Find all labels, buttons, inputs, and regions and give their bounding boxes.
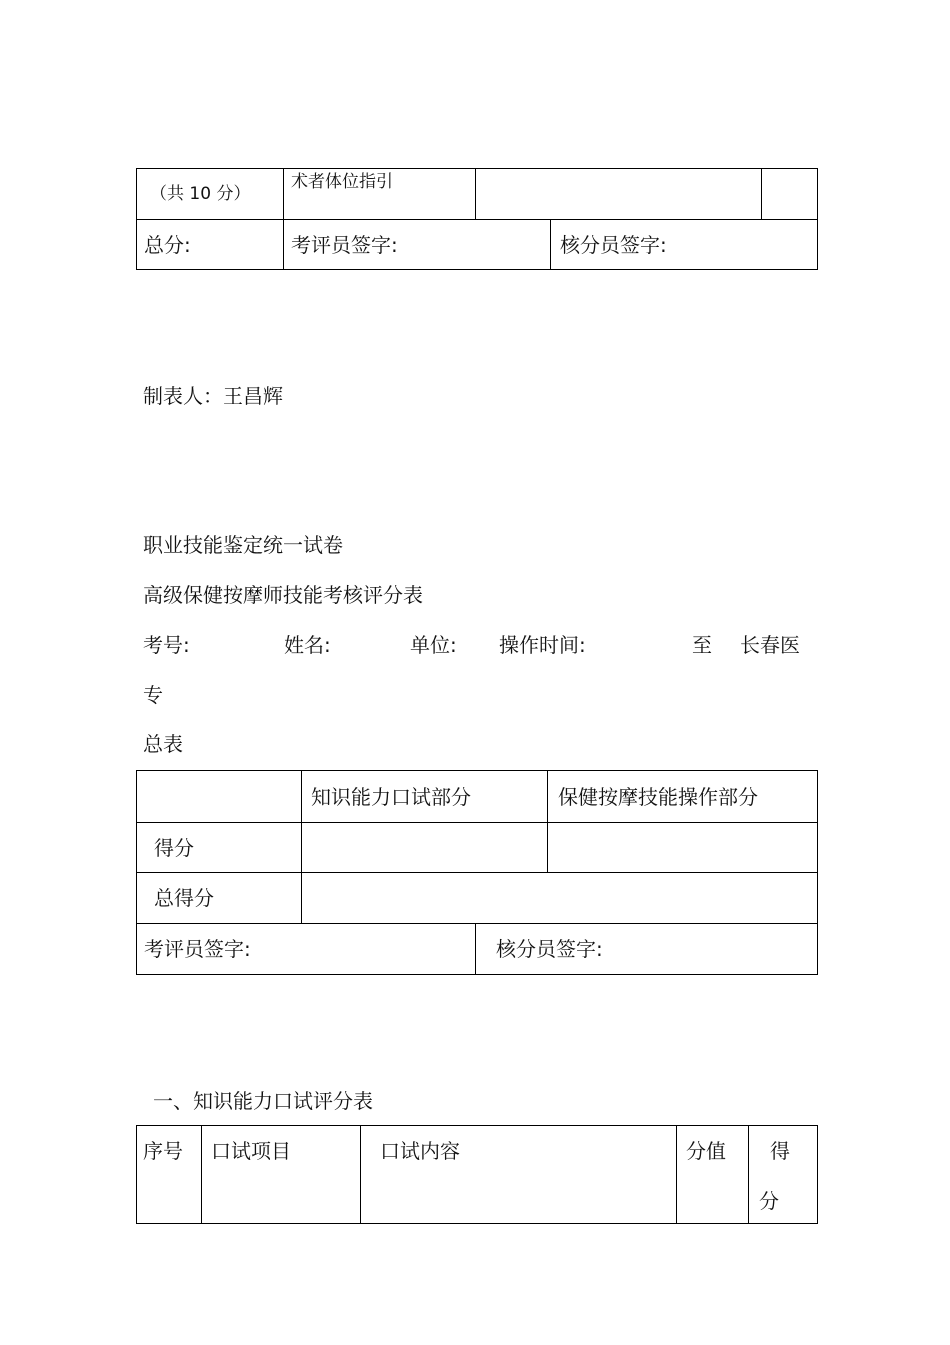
score-header-part1: 得 [770, 1139, 790, 1163]
points-header: 分值 [686, 1139, 726, 1163]
summary-scorer-signature-label: 核分员签字: [496, 937, 603, 961]
score-header-part2: 分 [759, 1189, 779, 1213]
summary-examiner-signature-label: 考评员签字: [144, 937, 251, 961]
oral-item-header: 口试项目 [211, 1139, 291, 1163]
oral-content-header: 口试内容 [380, 1139, 460, 1163]
item-posture-cell: 术者体位指引 [291, 172, 393, 192]
unit-label: 单位: [410, 633, 457, 657]
exam-heading: 职业技能鉴定统一试卷 [143, 533, 343, 557]
serial-number-header: 序号 [143, 1139, 183, 1163]
points-total-cell: （共 10 分） [150, 184, 251, 204]
operation-time-label: 操作时间: [499, 633, 586, 657]
oral-section-title: 一、知识能力口试评分表 [153, 1089, 373, 1113]
score-row-label: 得分 [154, 836, 194, 860]
skill-part-header: 保健按摩技能操作部分 [558, 785, 758, 809]
school-name-part2: 专 [143, 683, 163, 707]
school-name-part1: 长春医 [740, 633, 800, 657]
form-heading: 高级保健按摩师技能考核评分表 [143, 583, 423, 607]
to-label: 至 [692, 633, 712, 657]
preparer-line: 制表人：王昌辉 [143, 384, 283, 408]
total-score-label: 总分: [144, 233, 191, 257]
examiner-signature-label: 考评员签字: [291, 233, 398, 257]
exam-number-label: 考号: [143, 633, 190, 657]
scorer-signature-label: 核分员签字: [560, 233, 667, 257]
oral-part-header: 知识能力口试部分 [311, 785, 471, 809]
total-score-row-label: 总得分 [154, 886, 214, 910]
name-label: 姓名: [284, 633, 331, 657]
summary-title: 总表 [143, 732, 183, 756]
